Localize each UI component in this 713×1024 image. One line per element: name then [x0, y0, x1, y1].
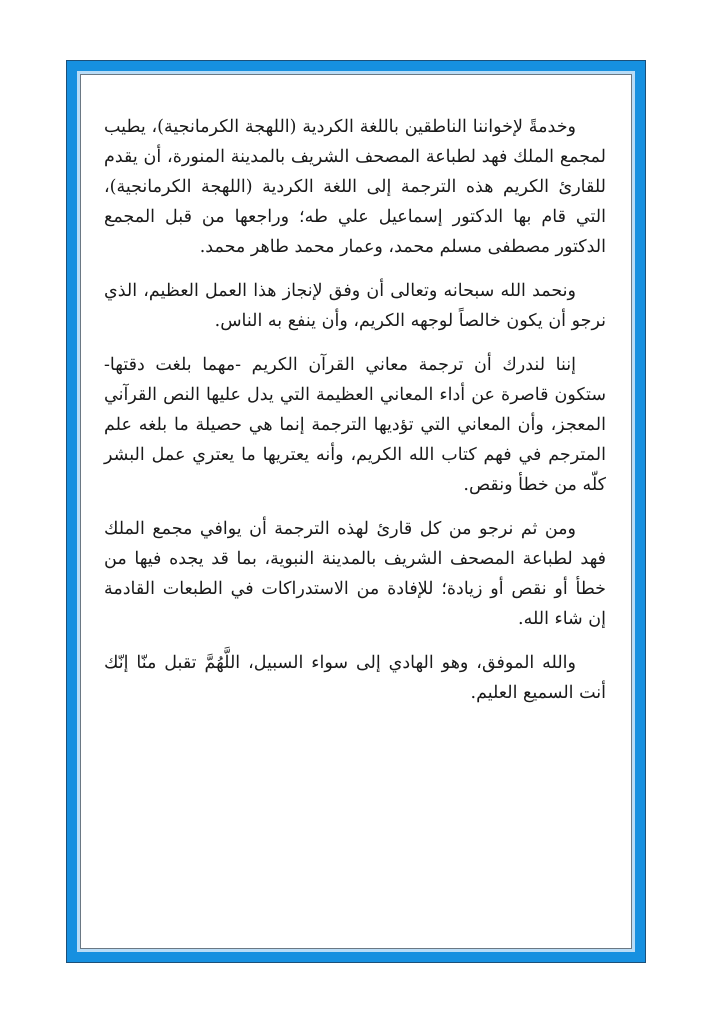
paragraph-limitations: إننا لندرك أن ترجمة معاني القرآن الكريم -مهما بلغت دقتها- ستكون قاصرة عن أداء المعاني العظيمة التي يدل عليها النص القرآني المعجز، وأن المعاني التي تؤديها الترجمة إنما هي حصيلة ما بلغه علم المترجم في فهم كتاب الله الكريم، وأنه يعتريها ما يعتري عمل البشر كلّه من خطأ ونقص.: [104, 355, 606, 495]
document-body: [104, 112, 606, 722]
paragraph-intro: وخدمةً لإخواننا الناطقين باللغة الكردية (اللهجة الكرمانجية)، يطيب لمجمع الملك فهد لطباعة المصحف الشريف بالمدينة المنورة، أن يقدم للقارئ الكريم هذه الترجمة إلى اللغة الكردية (اللهجة الكرمانجية)، التي قام بها الدكتور إسماعيل علي طه؛ وراجعها من قبل المجمع الدكتور مصطفى مسلم محمد، وعمار محمد طاهر محمد.: [104, 117, 606, 257]
paragraph-feedback-request: ومن ثم نرجو من كل قارئ لهذه الترجمة أن يوافي مجمع الملك فهد لطباعة المصحف الشريف بالمدينة النبوية، بما قد يجده فيها من خطأ أو نقص أو زيادة؛ للإفادة من الاستدراكات في الطبعات القادمة إن شاء الله.: [104, 519, 607, 629]
paragraph-praise: ونحمد الله سبحانه وتعالى أن وفق لإنجاز هذا العمل العظيم، الذي نرجو أن يكون خالصاً لوجهه الكريم، وأن ينفع به الناس.: [104, 281, 606, 331]
paragraph-closing-prayer: والله الموفق، وهو الهادي إلى سواء السبيل، اللَّهُمَّ تقبل منّا إنّك أنت السميع العليم.: [104, 653, 606, 703]
